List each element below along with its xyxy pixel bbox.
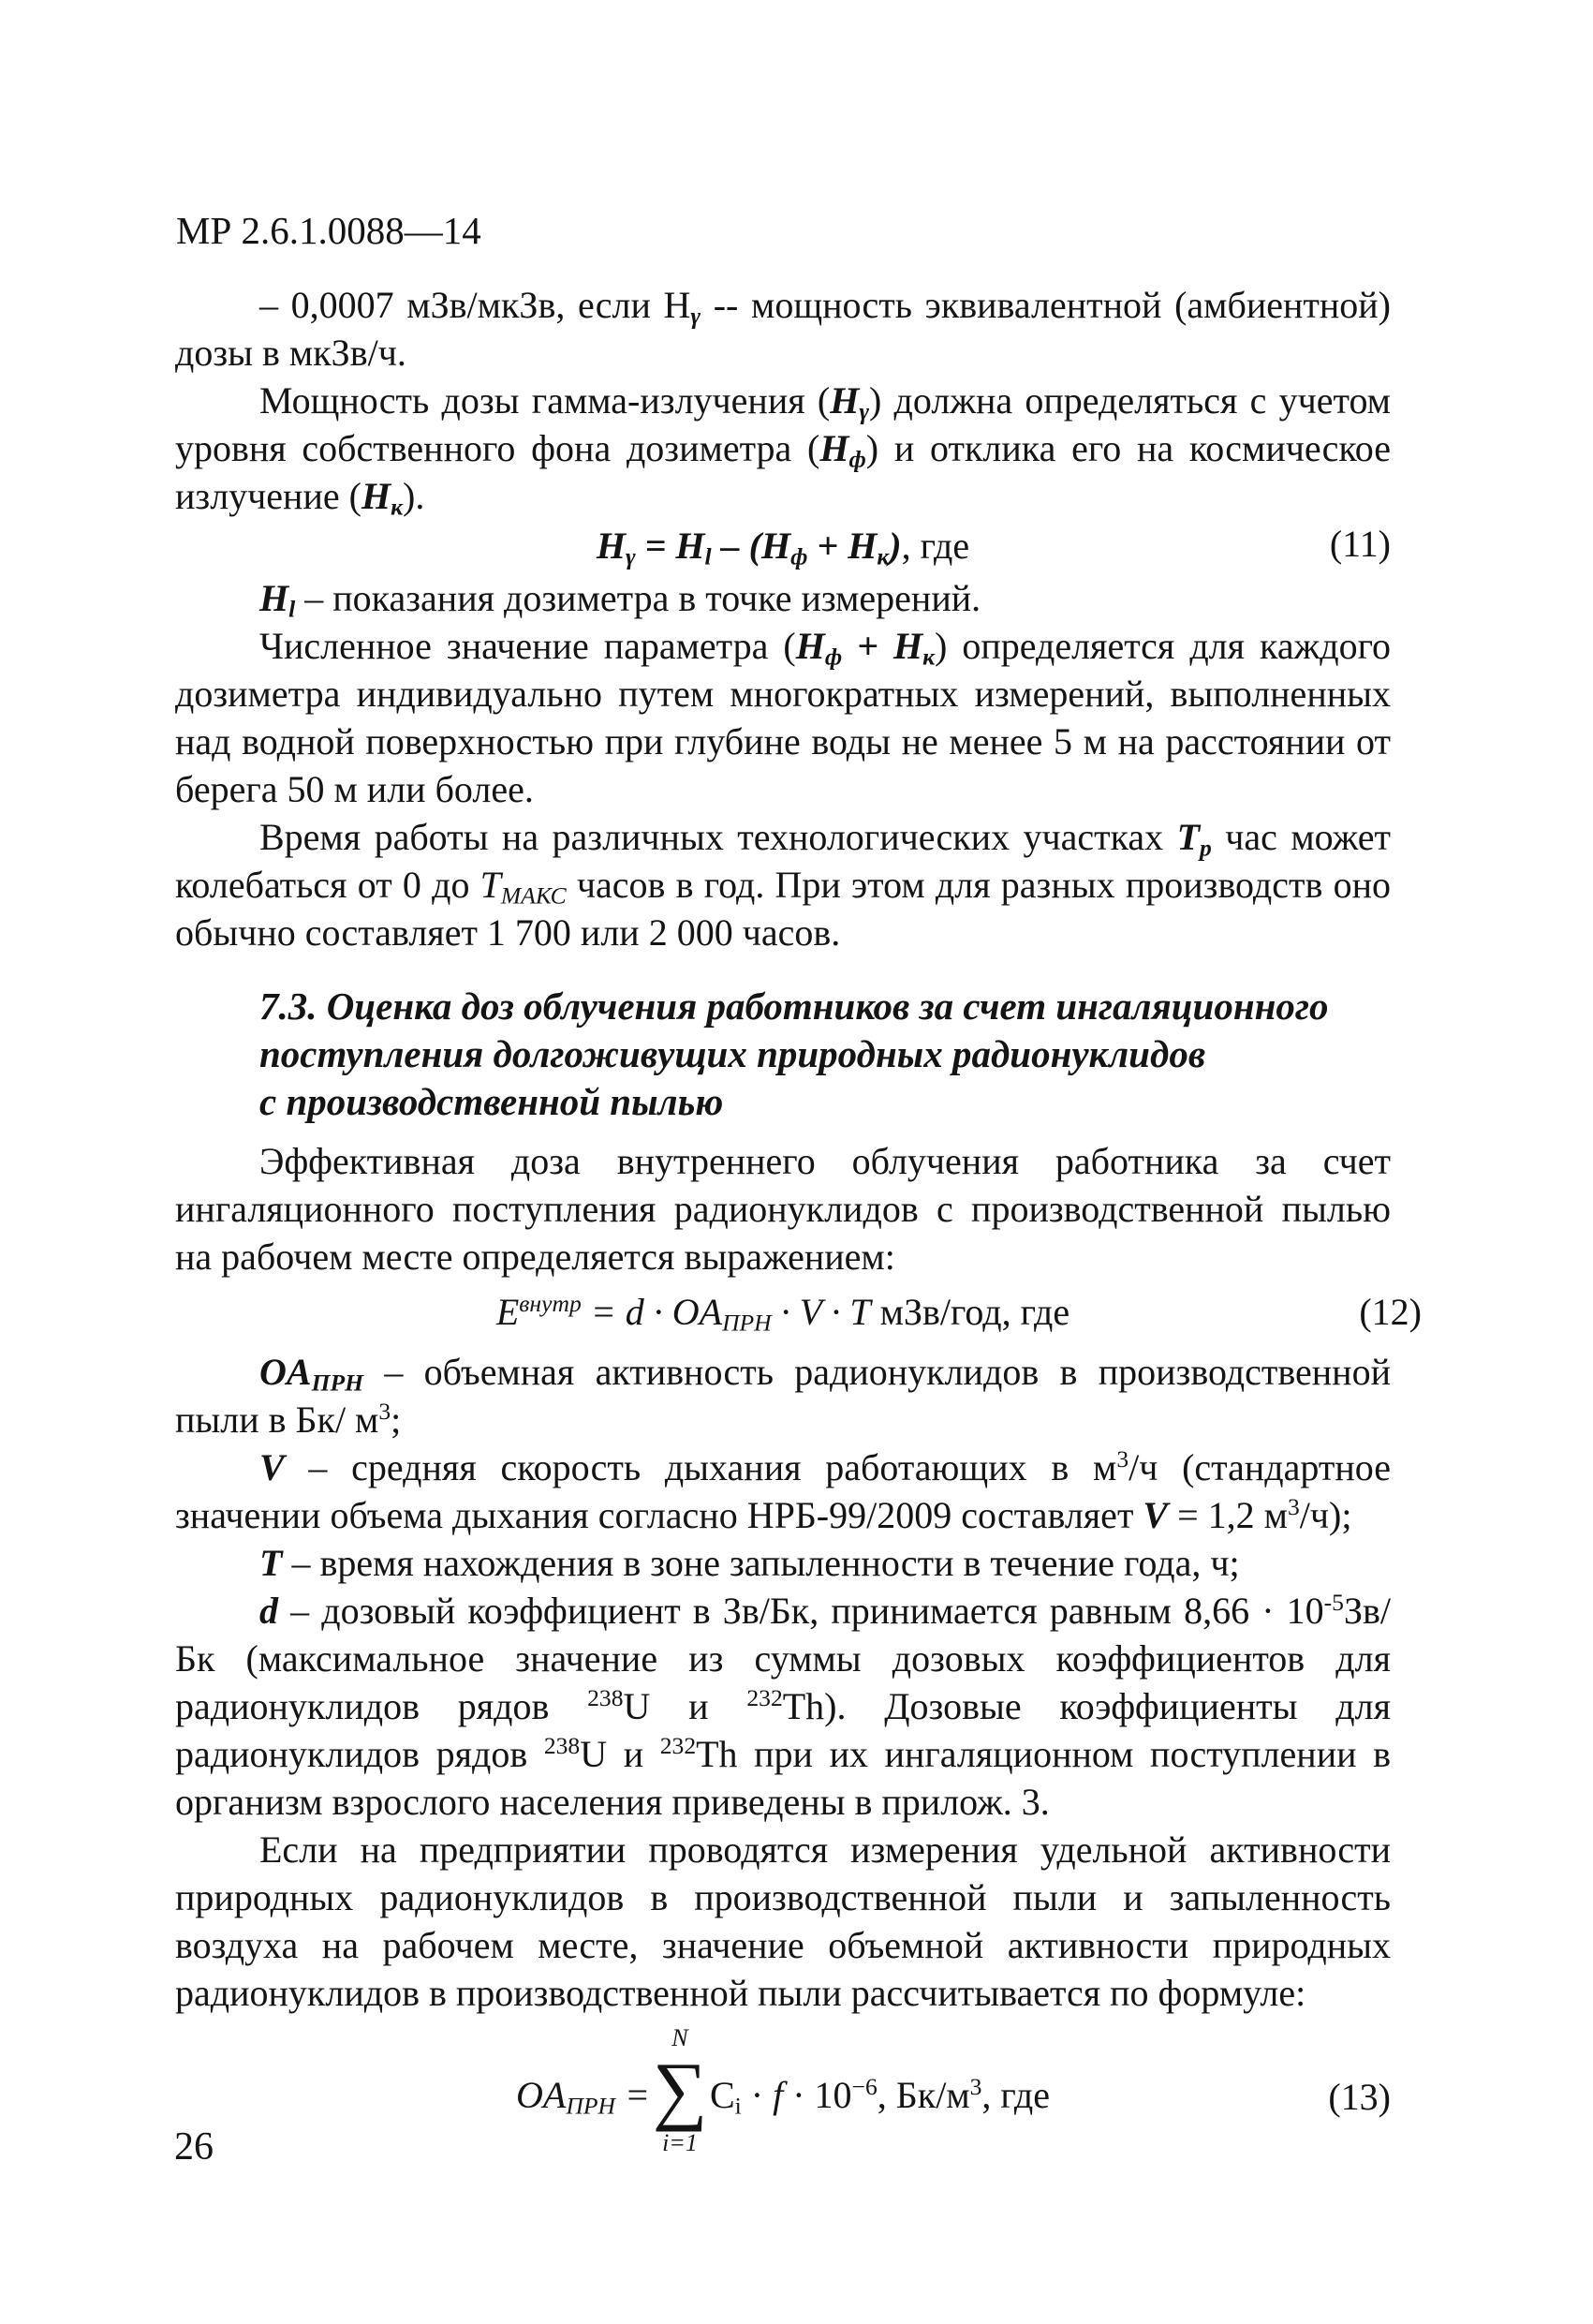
equation-rhs: $C_i \cdot f \cdot 10^{-6}$, $Бк/м^3$, где bbox=[709, 2072, 1050, 2119]
section-heading-line-2: поступления долгоживущих природных радионуклидов bbox=[259, 1032, 1206, 1075]
body-text bbox=[175, 281, 1422, 2165]
sigma: ∑ bbox=[652, 2047, 708, 2132]
text: ) и отклика его на космическое излучение ( bbox=[175, 427, 1391, 517]
superscript: 238 bbox=[587, 1683, 624, 1711]
text: Время работы на различных технологических участках bbox=[259, 816, 1177, 858]
superscript: 232 bbox=[659, 1731, 697, 1759]
text: – показания дозиметра в точке измерений. bbox=[295, 577, 981, 619]
symbol: T bbox=[259, 1542, 283, 1584]
paragraph-dose-factor bbox=[175, 281, 1391, 377]
text: часов в год. При этом для разных производств оно обычно составляет 1 700 или 2 000 часов. bbox=[175, 864, 1391, 954]
spacer bbox=[175, 956, 1391, 983]
equation-lhs: $OA_{ПРН}$ = bbox=[516, 2073, 650, 2119]
text: ). Дозовые коэффициенты для радионуклидов рядов bbox=[175, 1685, 1392, 1775]
superscript: 3 bbox=[378, 1397, 391, 1425]
symbol: $H_l$ bbox=[259, 577, 296, 623]
text: Численное значение параметра ( bbox=[259, 625, 796, 667]
text: ) определяется для каждого дозиметра индивидуально путем многократных измерений, выполненных над водной поверхностью при глубине воды не менее 5 м на расстоянии от берега 50 м или более. bbox=[175, 625, 1392, 810]
equation-tail: , где bbox=[981, 2073, 1050, 2116]
paragraph-oa-definition: $OA_{ПРН}$ – объемная активность радионуклидов в производственной пыли в Бк/ $м^3$; bbox=[175, 1351, 1391, 1441]
symbol: V bbox=[1143, 1494, 1169, 1536]
paragraph-d-definition: d – дозовый коэффициент в Зв/Бк, принимается равным $8,66 \cdot 10^{-5}Зв/Бк$ (максимальное значение из суммы дозовых коэффициентов для радионуклидов рядов $^{238}$U и $^{232}$Th). Дозовые коэффициенты для радионуклидов рядов $^{238}$U и $^{232}$Th при их ингаляционном поступлении в организм взрослого населения приведены в прилож. 3. bbox=[175, 1588, 1392, 1823]
text: /ч (стандартное значении объема дыхания согласно НРБ-99/2009 составляет bbox=[175, 1446, 1392, 1536]
paragraph-internal-dose: Эффективная доза внутреннего облучения работника за счет ингаляционного поступления радионуклидов с производственной пылью на рабочем месте определяется выражением: bbox=[175, 1140, 1391, 1278]
text: /ч); bbox=[1299, 1494, 1352, 1536]
symbol: $T_p$ bbox=[1176, 816, 1212, 862]
paragraph-gamma-dose bbox=[175, 377, 1391, 520]
symbol: $T_{МАКС}$ bbox=[479, 864, 567, 910]
equation-number: (12) bbox=[1359, 1291, 1422, 1333]
sum-upper-limit: N bbox=[671, 2024, 688, 2051]
text: ) должна определяться с учетом уровня собственного фона дозиметра ( bbox=[175, 379, 1391, 469]
superscript: 238 bbox=[543, 1731, 581, 1759]
text: – 0,0007 мЗв/мкЗв, если H bbox=[259, 284, 691, 326]
text: Мощность дозы гамма-излучения ( bbox=[259, 379, 831, 422]
symbol: $H_к$ bbox=[361, 475, 404, 521]
equation-11 bbox=[175, 520, 1391, 574]
text: Зв/Бк (максимальное значение из суммы дозовых коэффициентов для радионуклидов рядов bbox=[175, 1590, 1391, 1727]
sum-symbol bbox=[652, 2024, 708, 2165]
paragraph-parameter bbox=[175, 622, 1391, 813]
symbol: V bbox=[259, 1446, 285, 1488]
paragraph-t-definition bbox=[175, 1539, 1391, 1587]
text: – объемная активность радионуклидов в производственной пыли в Бк/ м bbox=[175, 1351, 1391, 1441]
equation-tail: , где bbox=[901, 525, 970, 567]
paragraph-measurements: Если на предприятии проводятся измерения удельной активности природных радионуклидов в производственной пыли и запыленность воздуха на рабочем месте, значение объемной активности природных радионуклидов в производственной пыли рассчитывается по формуле: bbox=[175, 1828, 1391, 2014]
equation-number: (13) bbox=[1328, 2076, 1391, 2118]
section-heading-line-1: 7.3. Оценка доз облучения работников за счет ингаляционного bbox=[259, 984, 1329, 1028]
paragraph-work-time bbox=[175, 813, 1391, 956]
text: – время нахождения в зоне запыленности в течение года, ч; bbox=[282, 1542, 1240, 1584]
equation-units: мЗв/год, где bbox=[870, 1291, 1070, 1333]
superscript: 3 bbox=[1287, 1492, 1300, 1520]
superscript: -5 bbox=[1323, 1588, 1344, 1616]
equation-formula: $H_\gamma = H_l - (H_ф + H_к)$ bbox=[596, 525, 902, 570]
symbol: $OA_{ПРН}$ bbox=[259, 1351, 364, 1397]
text: -- мощность эквивалентной (амбиентной) дозы в мкЗв/ч. bbox=[175, 284, 1392, 374]
symbol: $H_\gamma$ bbox=[830, 379, 869, 425]
page-header: МР 2.6.1.0088—14 bbox=[176, 209, 481, 252]
symbol: $H_ф + H_к$ bbox=[795, 625, 936, 671]
sum-lower-limit: i=1 bbox=[662, 2129, 698, 2156]
equation-number: (11) bbox=[1329, 523, 1391, 565]
text: и bbox=[650, 1685, 747, 1727]
equation-formula: $E^{внутр} = d \cdot OA_{ПРН} \cdot V \cdot T$ bbox=[495, 1289, 871, 1337]
symbol: $H_ф$ bbox=[819, 427, 866, 473]
subscript: γ bbox=[690, 302, 701, 330]
equation-13 bbox=[175, 2024, 1391, 2165]
equation-12 bbox=[175, 1280, 1422, 1348]
text: – дозовый коэффициент в Зв/Бк, принимается равным 8,66 · 10 bbox=[278, 1590, 1324, 1632]
symbol: d bbox=[259, 1590, 278, 1632]
spacer bbox=[175, 1126, 1391, 1137]
superscript: 232 bbox=[746, 1683, 783, 1711]
paragraph-v-definition bbox=[175, 1443, 1391, 1539]
superscript: 3 bbox=[1116, 1444, 1129, 1473]
text: = 1,2 м bbox=[1168, 1494, 1288, 1536]
text: час может колебаться от 0 до bbox=[175, 816, 1391, 906]
text: ). bbox=[403, 475, 425, 517]
text: – средняя скорость дыхания работающих в м bbox=[284, 1446, 1117, 1488]
text: и bbox=[607, 1733, 660, 1775]
page-number: 26 bbox=[174, 2125, 214, 2169]
section-heading-line-3: с производственной пылью bbox=[259, 1080, 724, 1123]
text: при их ингаляционном поступлении в организм взрослого населения приведены в прилож. 3. bbox=[175, 1733, 1391, 1823]
paragraph-readings bbox=[175, 574, 1391, 622]
equation-units: , Бк/м bbox=[877, 2073, 970, 2116]
